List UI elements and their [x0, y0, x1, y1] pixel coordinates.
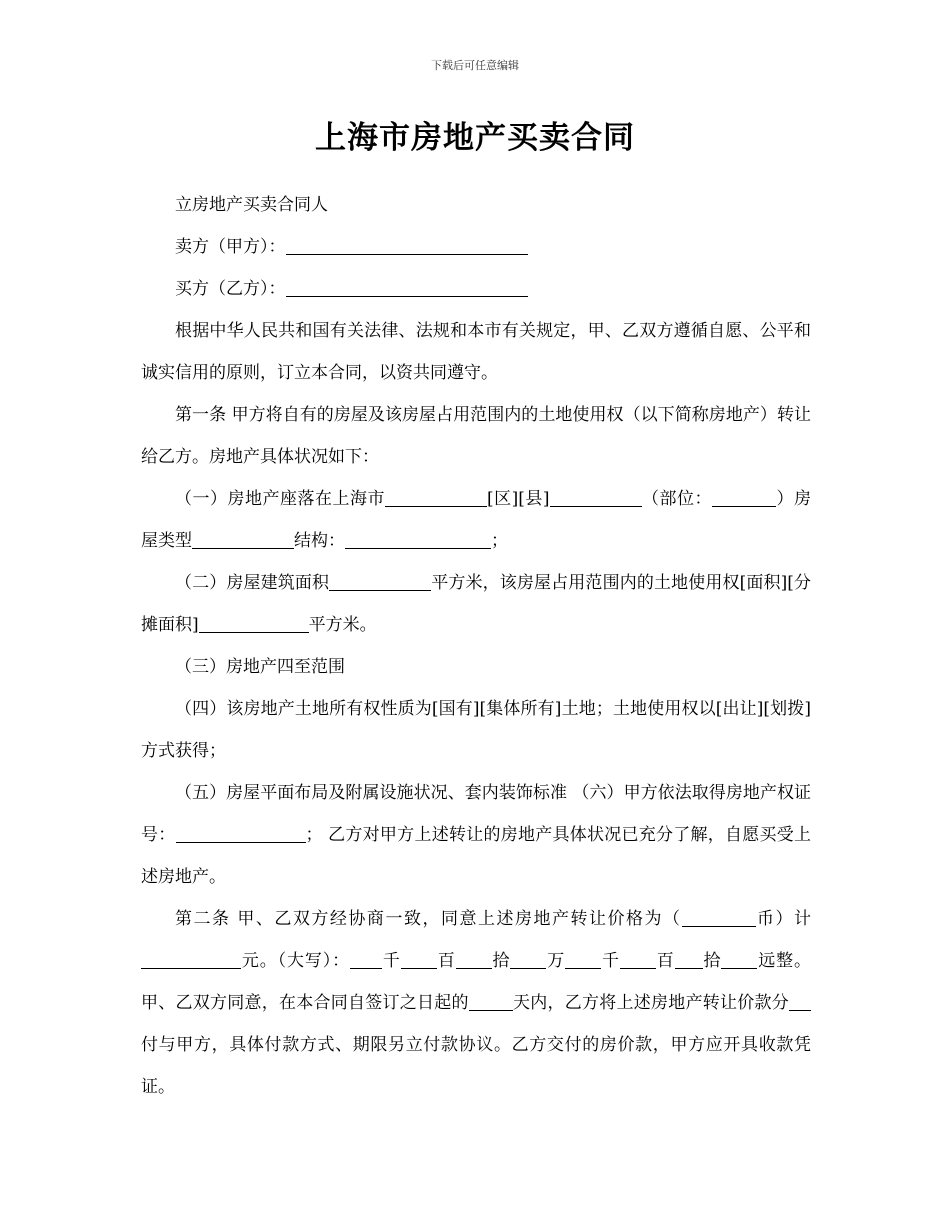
section-3: （三）房地产四至范围	[175, 657, 345, 677]
seller-line: 卖方（甲方）：	[141, 226, 811, 268]
structure-blank	[345, 531, 491, 549]
article-2: 第二条 甲、乙双方经协商一致，同意上述房地产转让价格为（ 币）计元。（大写）： 千 百 拾 万 千 百 拾 远整。 甲、乙双方同意，在本合同自签订之日起的 天内，乙方将上述房地产转让价款分付与甲方，具体付款方式、期限另立付款协议。乙方交付的房价款，甲方应开具收款凭证。	[141, 909, 812, 1097]
location-blank	[712, 489, 776, 507]
currency-blank	[682, 909, 756, 927]
district-blank	[550, 489, 642, 507]
section-5-6: （五）房屋平面布局及附属设施状况、套内装饰标准 （六）甲方依法取得房地产权证号： ； 乙方对甲方上述转让的房地产具体状况已充分了解，自愿买受上述房地产。	[141, 783, 812, 887]
article-1: 第一条 甲方将自有的房屋及该房屋占用范围内的土地使用权（以下简称房地产）转让给乙方。房地产具体状况如下：	[141, 405, 811, 467]
preamble: 根据中华人民共和国有关法律、法规和本市有关规定，甲、乙双方遵循自愿、公平和诚实信用的原则，订立本合同，以资共同遵守。	[141, 321, 811, 383]
days-blank	[469, 993, 513, 1011]
section-1: （一）房地产座落在上海市 [区][县] （部位： ）房屋类型 结构： ；	[141, 489, 812, 551]
buyer-blank	[286, 279, 528, 297]
contract-body	[141, 184, 811, 1108]
city-blank	[385, 489, 487, 507]
house-type-blank	[192, 531, 294, 549]
certificate-number-blank	[176, 825, 306, 843]
buyer-line: 买方（乙方）：	[141, 268, 811, 310]
floor-area-blank	[329, 573, 431, 591]
price-blank	[141, 951, 241, 969]
parties-intro: 立房地产买卖合同人	[175, 195, 328, 215]
contract-title: 上海市房地产买卖合同	[315, 120, 635, 156]
section-2: （二）房屋建筑面积 平方米，该房屋占用范围内的土地使用权[面积][分摊面积] 平方米。	[141, 573, 811, 635]
page-header: 下载后可任意编辑	[431, 59, 519, 72]
section-4: （四）该房地产土地所有权性质为[国有][集体所有]土地；土地使用权以[出让][划拨]方式获得；	[141, 699, 811, 761]
land-area-blank	[199, 615, 309, 633]
installments-blank	[789, 993, 811, 1011]
seller-blank	[286, 237, 528, 255]
